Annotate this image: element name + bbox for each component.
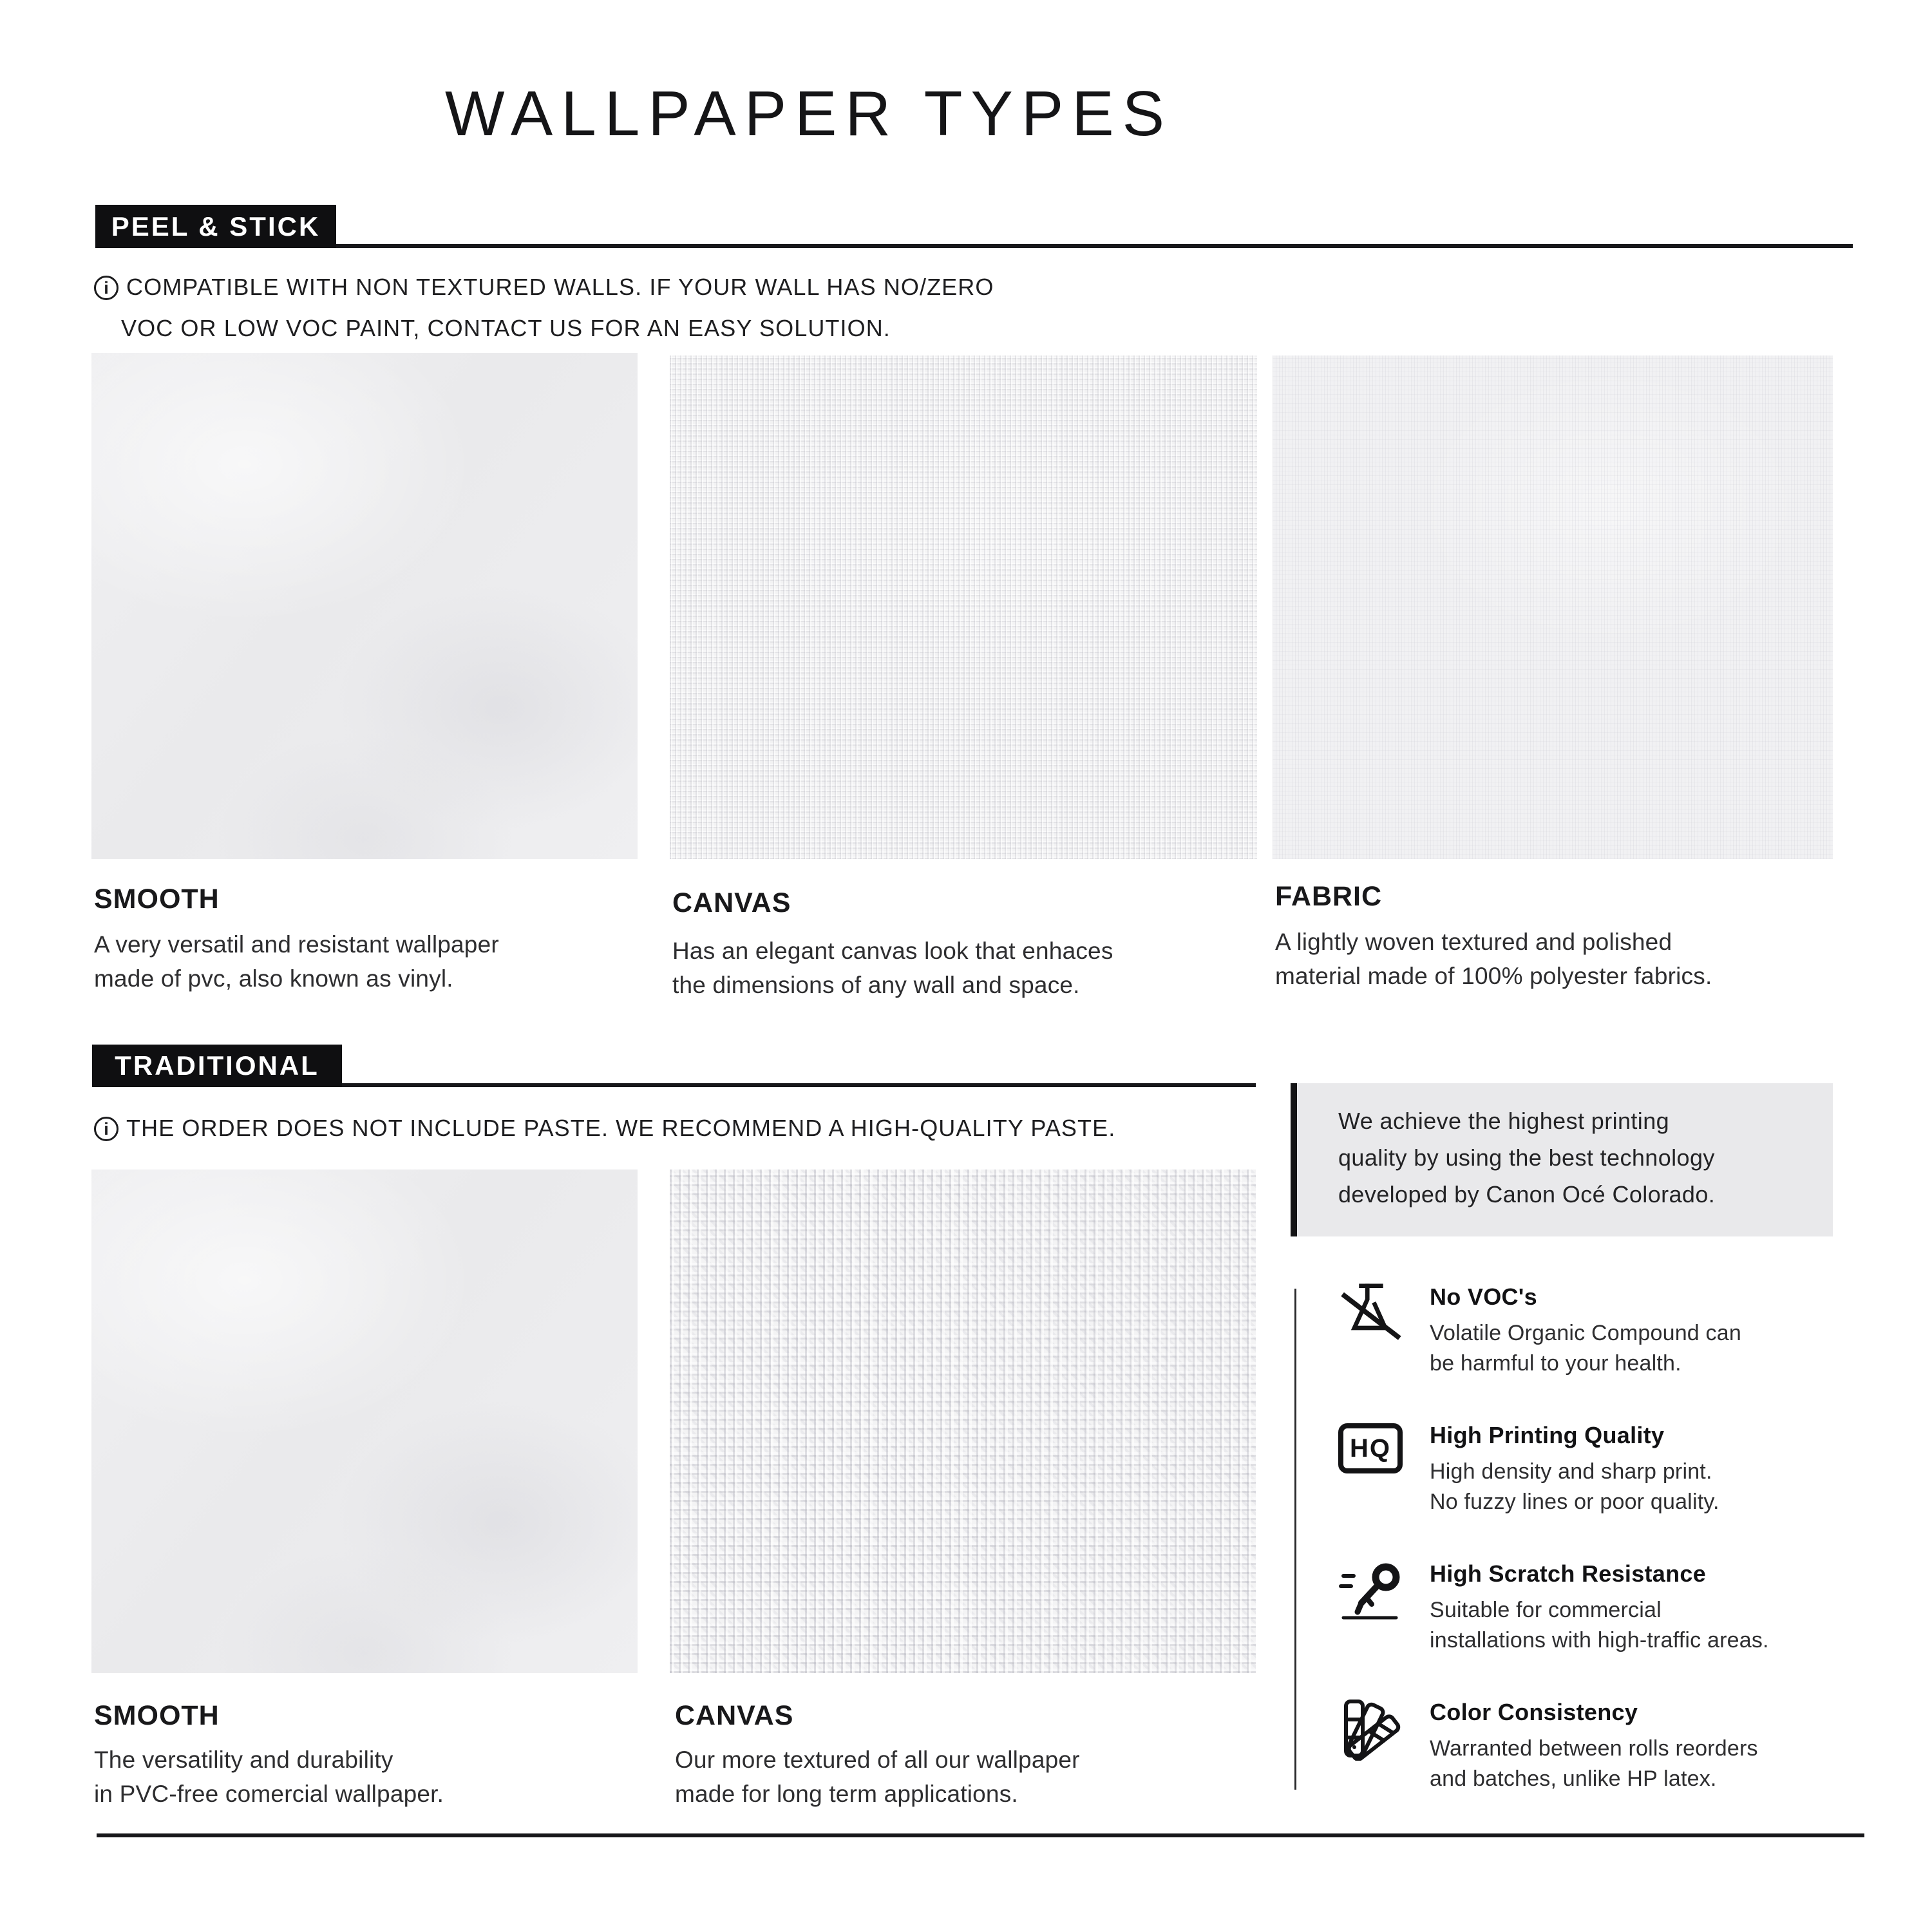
type-name-canvas: CANVAS	[672, 887, 791, 918]
peel-stick-note	[121, 267, 994, 349]
feature-title: Color Consistency	[1430, 1699, 1638, 1725]
type-desc-smooth	[94, 927, 499, 996]
desc-line: in PVC-free comercial wallpaper.	[94, 1781, 444, 1807]
desc-line: The versatility and durability	[94, 1747, 393, 1773]
type-name-smooth-traditional: SMOOTH	[94, 1700, 220, 1731]
desc-line: made for long term applications.	[675, 1781, 1018, 1807]
info-icon: i	[94, 1117, 118, 1141]
feature-desc-line: Warranted between rolls reorders	[1430, 1736, 1758, 1761]
info-icon: i	[94, 276, 118, 300]
type-name-canvas-traditional: CANVAS	[675, 1700, 794, 1731]
feature-desc	[1430, 1734, 1758, 1794]
feature-desc	[1430, 1457, 1719, 1517]
feature-title: High Printing Quality	[1430, 1422, 1665, 1448]
peel-stick-section-rule	[95, 244, 1853, 248]
feature-no-voc	[1338, 1283, 1847, 1379]
desc-line: A lightly woven textured and polished	[1275, 929, 1672, 955]
feature-text	[1430, 1560, 1769, 1656]
feature-desc	[1430, 1318, 1741, 1379]
features-divider-line	[1294, 1289, 1296, 1790]
traditional-note-line1: THE ORDER DOES NOT INCLUDE PASTE. WE RECOMMEND A HIGH-QUALITY PASTE.	[126, 1115, 1116, 1141]
feature-high-scratch-resistance	[1338, 1560, 1847, 1656]
type-desc-fabric	[1275, 925, 1712, 993]
hq-badge-icon	[1338, 1419, 1430, 1517]
peel-stick-section-badge: PEEL & STICK	[95, 205, 336, 248]
desc-line: the dimensions of any wall and space.	[672, 972, 1080, 998]
traditional-note	[126, 1108, 1115, 1149]
desc-line: material made of 100% polyester fabrics.	[1275, 963, 1712, 989]
fabric-texture-sample	[1273, 355, 1833, 859]
bottom-rule	[97, 1833, 1864, 1837]
desc-line: made of pvc, also known as vinyl.	[94, 965, 453, 992]
no-voc-flask-icon	[1338, 1281, 1430, 1379]
page-title: WALLPAPER TYPES	[445, 78, 1173, 149]
traditional-section-badge: TRADITIONAL	[92, 1045, 342, 1087]
feature-desc-line: Volatile Organic Compound can	[1430, 1321, 1741, 1345]
scratch-key-icon	[1338, 1558, 1430, 1656]
feature-desc-line: High density and sharp print.	[1430, 1459, 1712, 1484]
feature-title: High Scratch Resistance	[1430, 1560, 1707, 1587]
type-desc-canvas-traditional	[675, 1743, 1080, 1811]
feature-desc-line: No fuzzy lines or poor quality.	[1430, 1490, 1719, 1514]
hq-badge-label: HQ	[1338, 1423, 1403, 1473]
smooth-traditional-texture-sample	[91, 1170, 638, 1673]
smooth-texture-sample	[91, 353, 638, 859]
feature-text	[1430, 1283, 1741, 1379]
feature-desc-line: installations with high-traffic areas.	[1430, 1628, 1769, 1653]
feature-color-consistency	[1338, 1699, 1847, 1794]
quality-note-line: quality by using the best technology	[1338, 1144, 1715, 1171]
type-name-fabric: FABRIC	[1275, 881, 1383, 912]
desc-line: Has an elegant canvas look that enhaces	[672, 938, 1113, 964]
quality-panel-accent-bar	[1291, 1083, 1297, 1236]
canvas-traditional-texture-sample	[670, 1170, 1256, 1673]
peel-stick-note-line2: VOC OR LOW VOC PAINT, CONTACT US FOR AN EASY SOLUTION.	[121, 315, 891, 341]
quality-note-line: We achieve the highest printing	[1338, 1108, 1670, 1134]
feature-text	[1430, 1422, 1719, 1517]
type-name-smooth: SMOOTH	[94, 884, 220, 914]
canvas-texture-sample	[670, 355, 1257, 859]
quality-note-line: developed by Canon Océ Colorado.	[1338, 1181, 1716, 1208]
feature-desc-line: be harmful to your health.	[1430, 1351, 1681, 1376]
feature-title: No VOC's	[1430, 1283, 1537, 1310]
feature-desc	[1430, 1595, 1769, 1656]
desc-line: Our more textured of all our wallpaper	[675, 1747, 1080, 1773]
feature-desc-line: and batches, unlike HP latex.	[1430, 1766, 1717, 1791]
feature-text	[1430, 1699, 1758, 1794]
peel-stick-note-line1: COMPATIBLE WITH NON TEXTURED WALLS. IF YOUR WALL HAS NO/ZERO	[126, 274, 994, 300]
quality-note	[1338, 1103, 1715, 1213]
type-desc-canvas	[672, 934, 1113, 1002]
desc-line: A very versatil and resistant wallpaper	[94, 931, 499, 958]
color-swatch-icon	[1338, 1696, 1430, 1794]
feature-desc-line: Suitable for commercial	[1430, 1598, 1662, 1622]
feature-high-printing-quality	[1338, 1422, 1847, 1517]
type-desc-smooth-traditional	[94, 1743, 444, 1811]
